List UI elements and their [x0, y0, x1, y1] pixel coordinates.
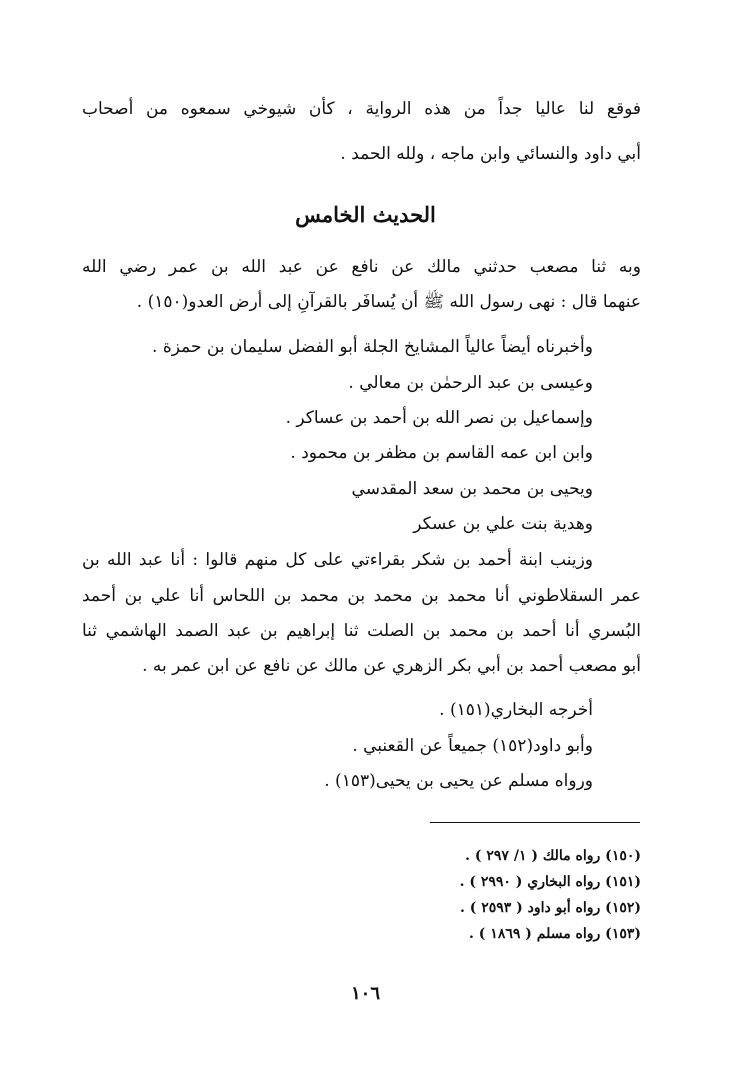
section-heading: الحديث الخامس [295, 202, 436, 227]
chain-line-1: وأخبرناه أيضاً عالياً المشايخ الجلة أبو الفضل سليمان بن حمزة . [152, 337, 593, 357]
chain-line-3: وإسماعيل بن نصر الله بن أحمد بن عساكر . [285, 408, 593, 428]
continuation-line-3: البُسري أنا أحمد بن محمد بن الصلت ثنا إبراهيم بن عبد الصمد الهاشمي ثنا [82, 621, 641, 641]
footnote-separator [430, 822, 640, 823]
chain-line-4: وابن ابن عمه القاسم بن مظفر بن محمود . [290, 443, 593, 463]
footnote-150: (١٥٠) رواه مالك ( ١/ ٢٩٧ ) . [465, 848, 641, 864]
footnote-152: (١٥٢) رواه أبو داود ( ٢٥٩٣ ) . [459, 900, 641, 916]
continuation-line-4: أبو مصعب أحمد بن أبي بكر الزهري عن مالك عن نافع عن ابن عمر به . [142, 656, 641, 676]
takhrij-line-3: ورواه مسلم عن يحيى بن يحيى(١٥٣) . [324, 771, 593, 791]
chain-line-5: ويحيى بن محمد بن سعد المقدسي [351, 479, 593, 499]
footnote-151: (١٥١) رواه البخاري ( ٢٩٩٠ ) . [459, 874, 641, 890]
takhrij-line-2: وأبو داود(١٥٢) جميعاً عن القعنبي . [352, 736, 593, 756]
footnote-153: (١٥٣) رواه مسلم ( ١٨٦٩ ) . [469, 926, 641, 942]
chain-line-2: وعيسى بن عبد الرحمٰن بن معالي . [348, 373, 593, 393]
continuation-line-1: وزينب ابنة أحمد بن شكر بقراءتي على كل منهم قالوا : أنا عبد الله بن [82, 550, 593, 570]
page-number: ١٠٦ [350, 983, 380, 1004]
hadith-line-1: وبه ثنا مصعب حدثني مالك عن نافع عن عبد الله بن عمر رضي الله [82, 257, 641, 277]
intro-line-1: فوقع لنا عاليا جداً من هذه الرواية ، كأن شيوخي سمعوه من أصحاب [82, 99, 641, 119]
continuation-line-2: عمر السقلاطوني أنا محمد بن محمد بن محمد بن اللحاس أنا علي بن أحمد [82, 586, 641, 606]
takhrij-line-1: أخرجه البخاري(١٥١) . [439, 700, 593, 720]
hadith-line-2: عنهما قال : نهى رسول الله ﷺ أن يُسافَر بالقرآنِ إلى أرض العدو(١٥٠) . [136, 292, 641, 312]
chain-line-6: وهدية بنت علي بن عسكر [413, 514, 593, 534]
intro-line-2: أبي داود والنسائي وابن ماجه ، ولله الحمد . [340, 144, 641, 164]
